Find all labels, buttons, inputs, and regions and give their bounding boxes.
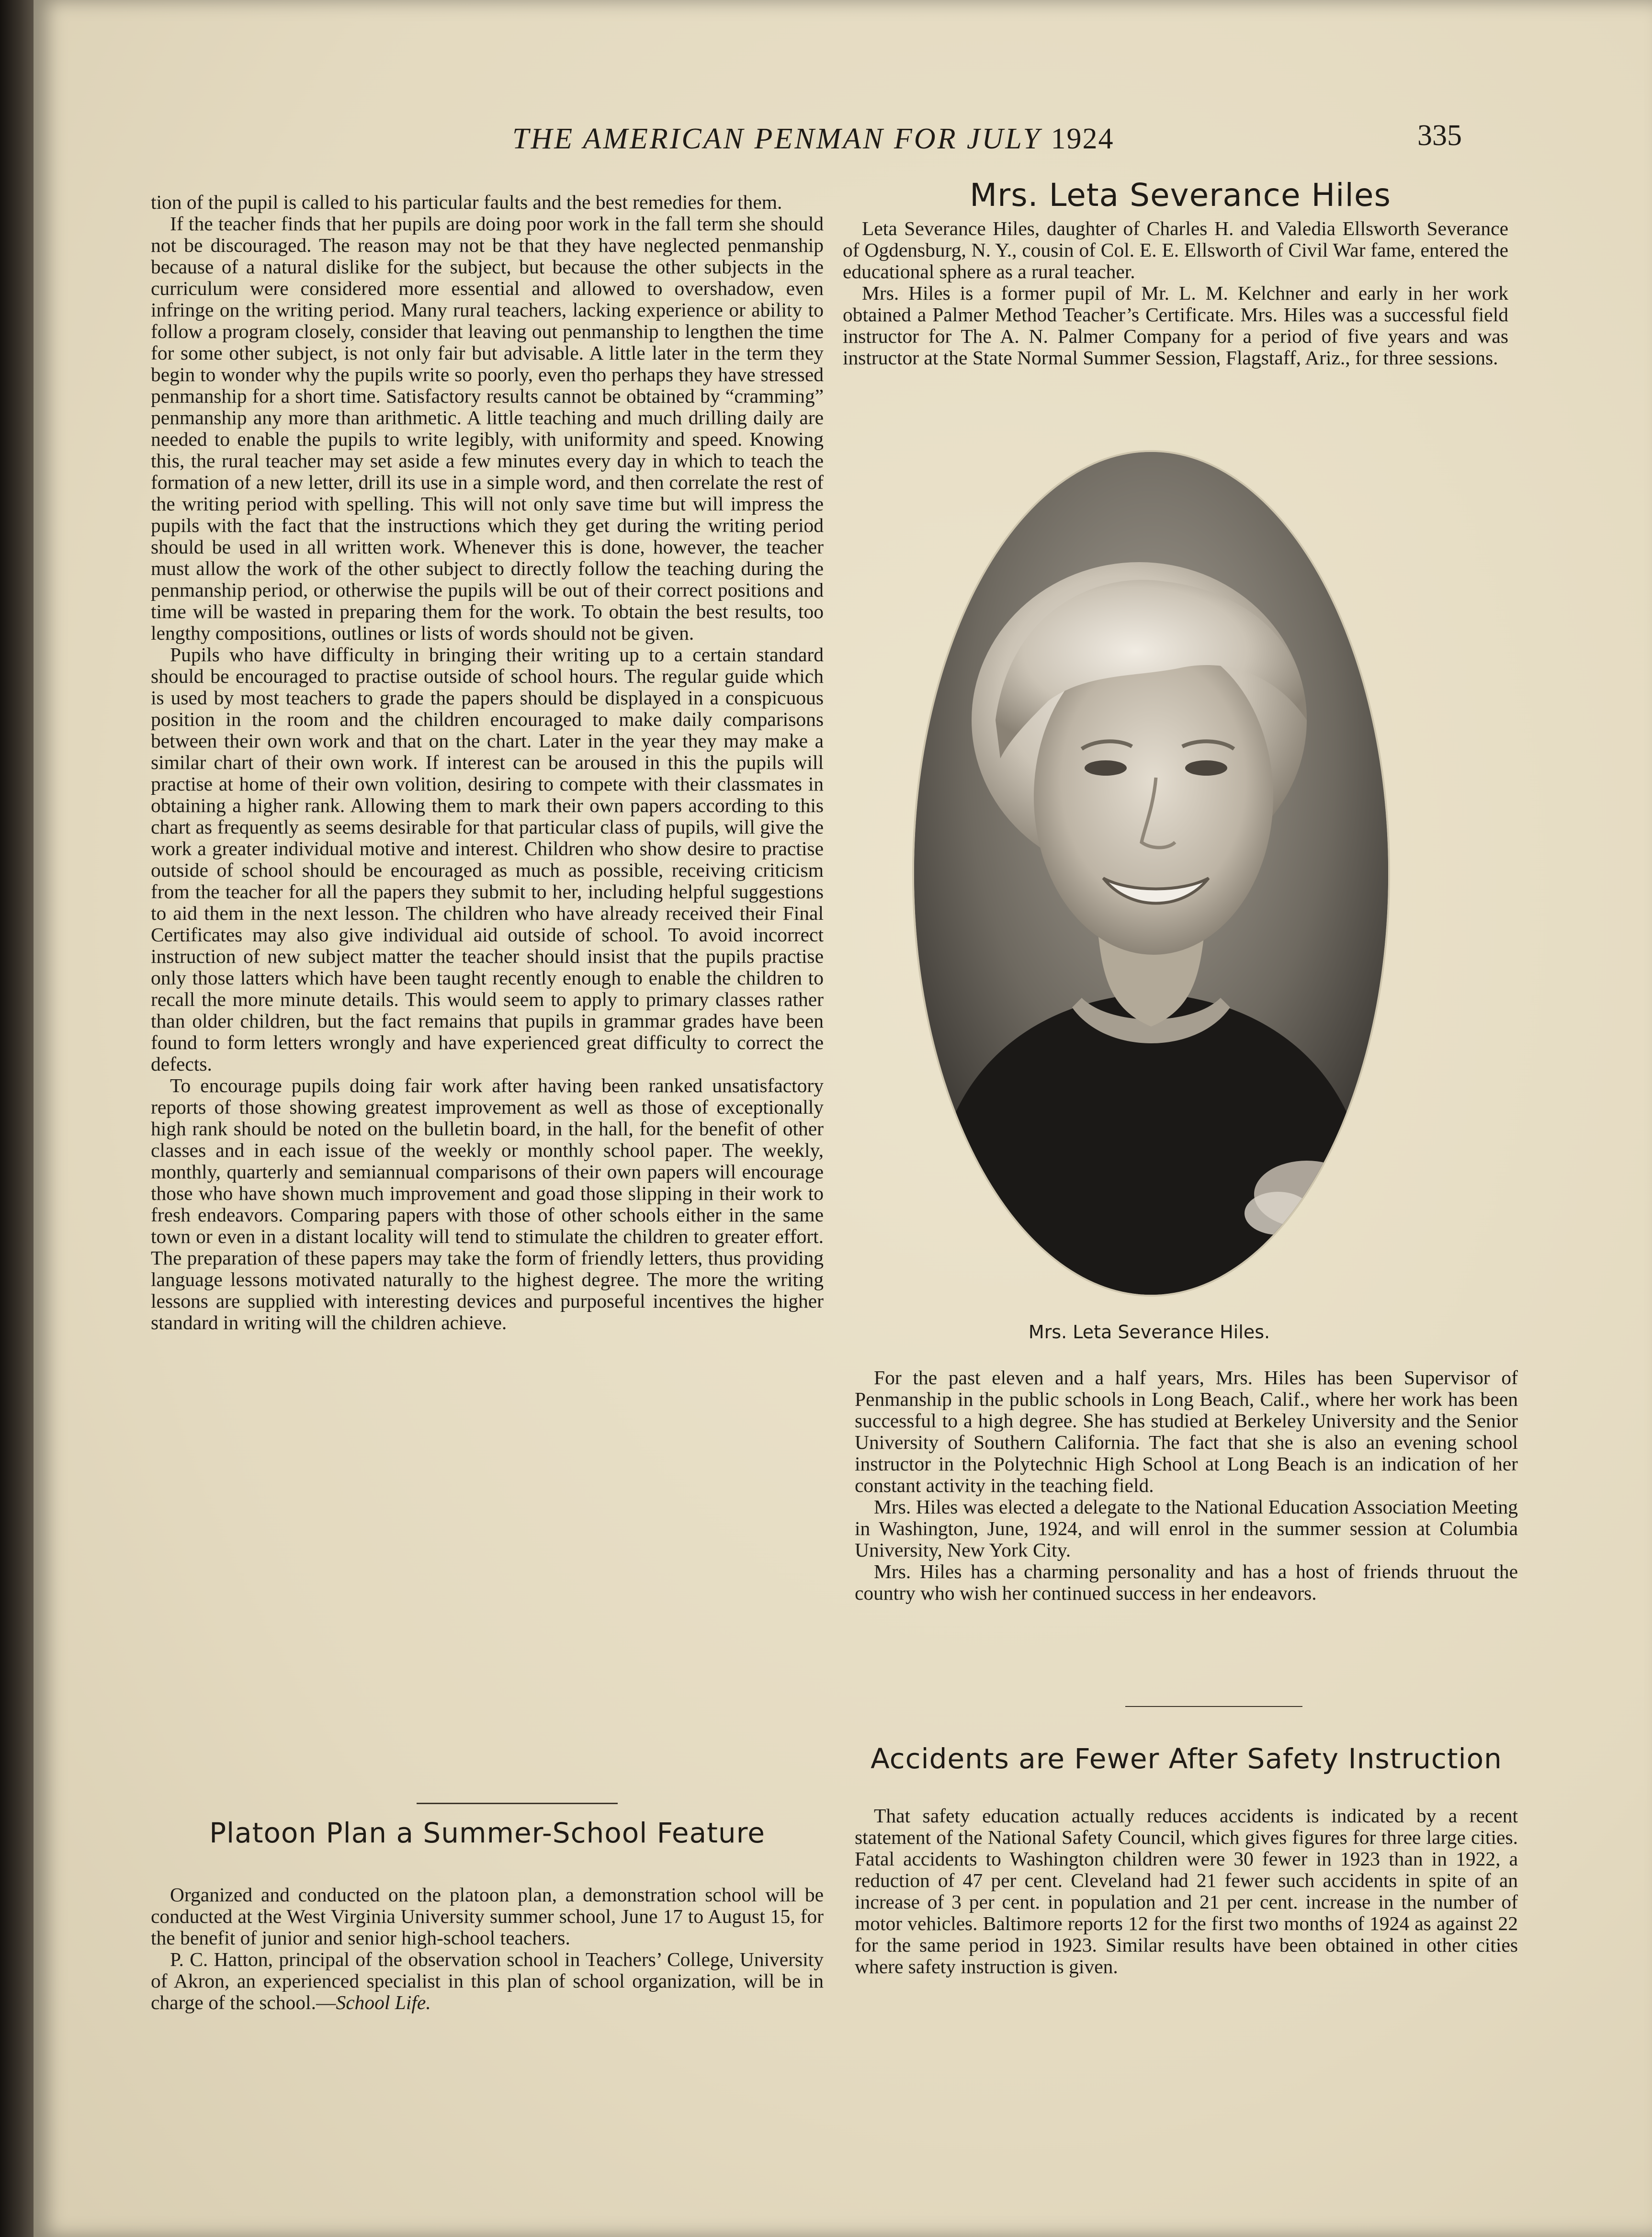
portrait-illustration bbox=[914, 452, 1388, 1295]
accidents-headline: Accidents are Fewer After Safety Instruction bbox=[871, 1742, 1502, 1775]
running-header bbox=[512, 122, 1135, 156]
paragraph: To encourage pupils doing fair work after having been ranked unsatisfactory reports of those showing greatest improvement as well as those of exceptionally high rank should be noted on the bulletin board, in the hall, for the benefit of other classes and in each issue of the weekly or monthly school paper. The weekly, monthly, quarterly and semiannual comparisons of their own papers will encourage those who have shown much improvement and goad those slipping in their work to fresh endeavors. Comparing papers with those of other schools either in the same town or even in a distant locality will tend to stimulate the children to greater effort. The preparation of these papers may take the form of friendly letters, thus providing language lessons motivated naturally to the highest degree. The more the writing lessons are supplied with interesting devices and purposeful incentives the higher standard in writing will the children achieve. bbox=[151, 1074, 824, 1333]
hiles-intro bbox=[843, 218, 1508, 369]
paragraph: Mrs. Hiles was elected a delegate to the National Education Association Meeting in Washington, June, 1924, and will enrol in the summer session at Columbia University, New York City. bbox=[855, 1496, 1518, 1561]
paragraph: That safety education actually reduces accidents is indicated by a recent statement of the National Safety Council, which gives figures for three large cities. Fatal accidents to Washington children were 30 fewer in 1923 than in 1922, a reduction of 47 per cent. Cleveland had 21 fewer such accidents in spite of an increase of 3 per cent. in population and 21 per cent. increase in the number of motor vehicles. Baltimore reports 12 for the first two months of 1924 as against 22 for the same period in 1923. Similar results have been obtained in other cities where safety instruction is given. bbox=[855, 1805, 1518, 1977]
paragraph: Mrs. Hiles is a former pupil of Mr. L. M. Kelchner and early in her work obtained a Palmer Method Teacher’s Certificate. Mrs. Hiles was a successful field instructor for The A. N. Palmer Company for a period of five years and was instructor at the State Normal Summer Session, Flagstaff, Ariz., for three sessions. bbox=[843, 282, 1508, 369]
platoon-headline: Platoon Plan a Summer-School Feature bbox=[209, 1817, 765, 1849]
paragraph: Organized and conducted on the platoon plan, a demonstration school will be conducted at the West Virginia University summer school, June 17 to August 15, for the benefit of junior and senior high-school teachers. bbox=[151, 1884, 824, 1949]
book-spine bbox=[0, 0, 34, 2237]
paragraph: Leta Severance Hiles, daughter of Charles H. and Valedia Ellsworth Severance of Ogdensburg, N. Y., cousin of Col. E. E. Ellsworth of Civil War fame, entered the educational sphere as a rural teacher. bbox=[843, 217, 1508, 282]
paragraph: If the teacher finds that her pupils are doing poor work in the fall term she should not be discouraged. The reason may not be that they have neglected penmanship because of a natural dislike for the subject, but because the other subjects in the curriculum were considered more essential and allowed to overshadow, even infringe on the writing period. Many rural teachers, lacking experience or ability to follow a program closely, consider that leaving out penmanship to lengthen the time for some other subject, is not only fair but advisable. A little later in the term they begin to wonder why the pupils write so poorly, even tho perhaps they have stressed penmanship for a short time. Satisfactory results cannot be obtained by “cramming” penmanship any more than arithmetic. A little teaching and much drilling daily are needed to enable the pupils to write legibly, with uniformity and speed. Knowing this, the rural teacher may set aside a few minutes every day in which to teach the formation of a new letter, drill its use in a simple word, and then correlate the rest of the writing period with spelling. This will not only save time but will impress the pupils with the fact that the instructions which they get during the writing period should be used in all written work. Whenever this is done, however, the teacher must allow the work of the other subject to directly follow the teaching during the penmanship period, or otherwise the pupils will be out of their correct positions and time will be wasted in preparing them for the work. To obtain the best results, too lengthy compositions, outlines or lists of words should not be given. bbox=[151, 213, 824, 644]
paragraph: Pupils who have difficulty in bringing their writing up to a certain standard should be encouraged to practise outside of school hours. The regular guide which is used by most teachers to grade the papers should be displayed in a conspicuous position in the room and the children encouraged to make daily comparisons between their own work and that on the chart. Later in the year they may make a similar chart of their own work. If interest can be aroused in this the pupils will practise at home of their own volition, desiring to compete with their classmates in obtaining a higher rank. Allowing them to mark their own papers according to this chart as frequently as seems desirable for that particular class of pupils, will give the work a greater individual motive and interest. Children who show desire to practise outside of school should be encouraged as much as possible, receiving criticism from the teacher for all the papers they submit to her, including helpful suggestions to aid them in the next lesson. The children who have already received their Final Certificates may also give individual aid outside of school. To avoid incorrect instruction of new subject matter the teacher should insist that the pupils practise only those latters which have been taught recently enough to enable the children to recall the more minute details. This would seem to apply to primary classes rather than older children, but the fact remains that pupils in grammar grades have been found to form letters wrongly and have experienced great difficulty to correct the defects. bbox=[151, 644, 824, 1075]
platoon-article bbox=[151, 1884, 824, 2013]
paragraph: Mrs. Hiles has a charming personality and has a host of friends thruout the country who wish her continued success in her endeavors. bbox=[855, 1560, 1518, 1604]
section-divider bbox=[417, 1803, 618, 1804]
portrait-photo bbox=[912, 450, 1390, 1297]
accidents-article bbox=[855, 1805, 1518, 1977]
paragraph: For the past eleven and a half years, Mrs. Hiles has been Supervisor of Penmanship in the public schools in Long Beach, Calif., where her work has been successful to a high degree. She has studied at Berkeley University and the Senior University of Southern California. The fact that she is also an evening school instructor in the Polytechnic High School at Long Beach is an indication of her constant activity in the teaching field. bbox=[855, 1367, 1518, 1496]
page-number: 335 bbox=[1417, 119, 1462, 152]
hiles-headline: Mrs. Leta Severance Hiles bbox=[970, 177, 1391, 214]
section-divider bbox=[1125, 1706, 1302, 1707]
photo-caption: Mrs. Leta Severance Hiles. bbox=[1028, 1322, 1270, 1343]
source-credit: School Life. bbox=[336, 1991, 431, 2013]
paragraph: P. C. Hatton, principal of the observation school in Teachers’ College, University of Akron, an experienced specialist in this plan of school organization, will be in charge of the school.—School Life. bbox=[151, 1948, 824, 2013]
header-title: THE AMERICAN PENMAN FOR JULY bbox=[512, 123, 1041, 155]
left-column-article bbox=[151, 192, 824, 1333]
magazine-page bbox=[34, 0, 1652, 2237]
paragraph: tion of the pupil is called to his particular faults and the best remedies for them. bbox=[151, 191, 782, 213]
header-year: 1924 bbox=[1051, 123, 1114, 155]
hiles-article bbox=[855, 1367, 1518, 1604]
